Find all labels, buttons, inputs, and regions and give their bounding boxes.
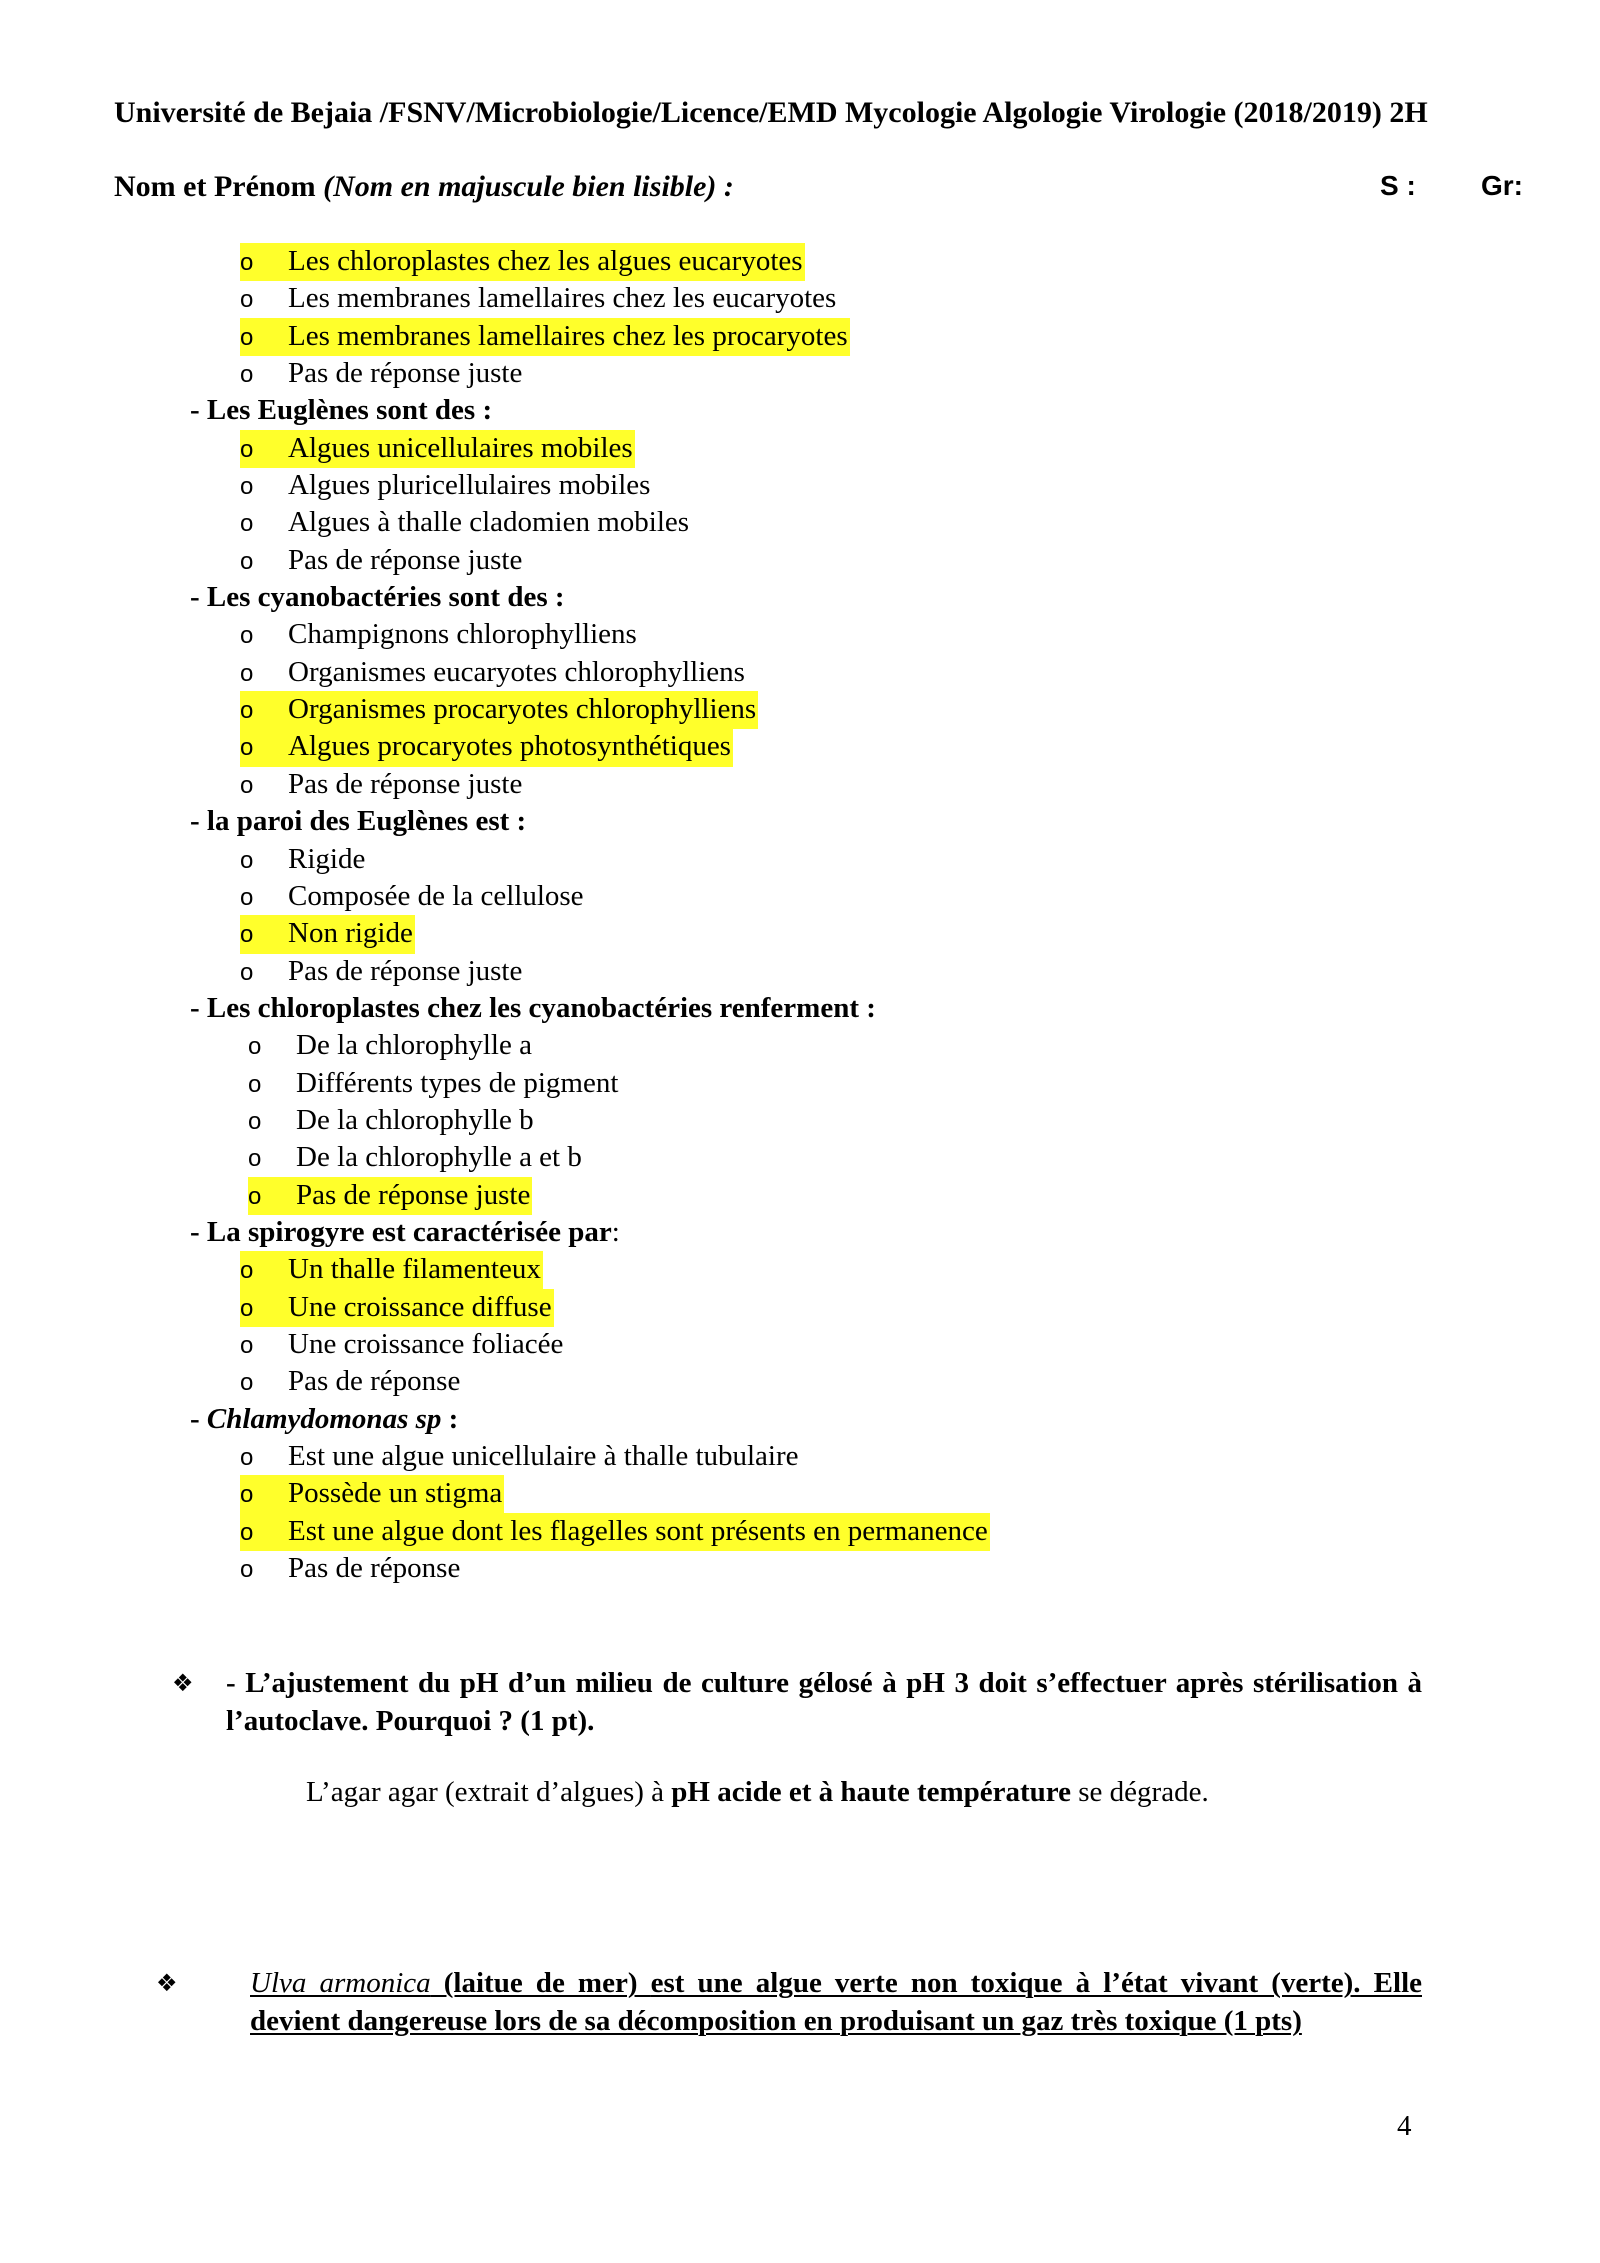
question-title: - la paroi des Euglènes est : bbox=[190, 805, 527, 838]
option bbox=[0, 616, 1600, 653]
bullet-icon: o bbox=[240, 473, 254, 501]
bullet-icon: o bbox=[240, 771, 254, 799]
bullet-icon: o bbox=[240, 846, 254, 874]
bullet-icon: o bbox=[240, 323, 254, 351]
bullet-icon: o bbox=[248, 1107, 262, 1135]
name-label: Nom et Prénom bbox=[114, 170, 316, 203]
option-correct bbox=[0, 1513, 1600, 1550]
option-text: Algues pluricellulaires mobiles bbox=[288, 469, 651, 502]
bullet-icon: o bbox=[240, 1481, 254, 1509]
answer-text-start: L’agar agar (extrait d’algues) à bbox=[306, 1776, 672, 1808]
name-line bbox=[114, 170, 1534, 204]
page-number: 4 bbox=[1397, 2110, 1412, 2142]
group-label: Gr: bbox=[1481, 170, 1523, 201]
option-text: Une croissance foliacée bbox=[288, 1327, 564, 1360]
option bbox=[0, 504, 1600, 541]
option bbox=[0, 280, 1600, 317]
bullet-icon: o bbox=[240, 659, 254, 687]
question-title: - Les chloroplastes chez les cyanobactéries renferment : bbox=[190, 991, 876, 1024]
bullet-icon: o bbox=[248, 1070, 262, 1098]
option bbox=[0, 1065, 1600, 1102]
bullet-icon: o bbox=[240, 547, 254, 575]
open-question-answer bbox=[306, 1776, 1209, 1809]
open-question-text: - L’ajustement du pH d’un milieu de culture gélosé à pH 3 doit s’effectuer après stérilisation à l’autoclave. Pourquoi ? (1 pt). bbox=[226, 1667, 1422, 1737]
option bbox=[0, 654, 1600, 691]
species-name: Ulva armonica bbox=[250, 1967, 431, 1999]
species-common-name: (laitue de mer) bbox=[430, 1967, 651, 1999]
exam-header-title: Université de Bejaia /FSNV/Microbiologie/Licence/EMD Mycologie Algologie Virologie (2018/2019) 2H bbox=[114, 96, 1428, 129]
option-text: Pas de réponse juste bbox=[288, 543, 523, 576]
option bbox=[0, 1550, 1600, 1587]
bullet-icon: o bbox=[240, 1294, 254, 1322]
option-text: Composée de la cellulose bbox=[288, 879, 584, 912]
bullet-icon: o bbox=[248, 1182, 262, 1210]
question-title bbox=[0, 1214, 1600, 1251]
question-title: - Les Euglènes sont des : bbox=[190, 394, 493, 427]
bullet-icon: o bbox=[240, 958, 254, 986]
bullet-icon: o bbox=[240, 622, 254, 650]
bullet-icon: o bbox=[240, 883, 254, 911]
bullet-icon: o bbox=[240, 921, 254, 949]
bullet-icon: o bbox=[240, 697, 254, 725]
option-text: Différents types de pigment bbox=[296, 1066, 619, 1099]
option-text: Possède un stigma bbox=[288, 1477, 503, 1510]
option-correct bbox=[0, 728, 1600, 765]
option-text: Les chloroplastes chez les algues eucaryotes bbox=[288, 245, 803, 277]
name-hint: (Nom en majuscule bien lisible) : bbox=[323, 170, 734, 203]
option bbox=[0, 953, 1600, 990]
bullet-icon: o bbox=[240, 1444, 254, 1471]
option-correct bbox=[0, 243, 1600, 280]
option-text: Organismes procaryotes chlorophylliens bbox=[288, 693, 757, 726]
option-text: Pas de réponse juste bbox=[288, 357, 523, 390]
option-text: Algues à thalle cladomien mobiles bbox=[288, 506, 690, 539]
question-title-prefix: - bbox=[190, 1402, 207, 1435]
option-text: Algues unicellulaires mobiles bbox=[288, 431, 633, 464]
option bbox=[0, 1102, 1600, 1139]
option bbox=[0, 1363, 1600, 1400]
bullet-icon: o bbox=[240, 734, 254, 762]
answer-text-end: se dégrade. bbox=[1071, 1776, 1209, 1808]
open-question-body: est une algue verte non toxique à l’état vivant (verte). Elle devient dangereuse lors de sa décomposition en produisant un gaz très toxique (1 pts) bbox=[250, 1967, 1422, 2037]
question-title-colon: : bbox=[611, 1215, 620, 1248]
option-text: De la chlorophylle b bbox=[296, 1103, 534, 1136]
option-correct bbox=[0, 318, 1600, 355]
option-text: Les membranes lamellaires chez les procaryotes bbox=[288, 319, 848, 352]
bullet-icon: o bbox=[240, 1556, 254, 1584]
option-text: Non rigide bbox=[288, 917, 413, 950]
option-text: Champignons chlorophylliens bbox=[288, 618, 637, 651]
open-question-text bbox=[250, 1964, 1422, 2040]
bullet-icon: o bbox=[240, 1331, 254, 1359]
option-correct bbox=[0, 1289, 1600, 1326]
option bbox=[0, 878, 1600, 915]
option-correct bbox=[0, 1177, 1600, 1214]
bullet-icon: o bbox=[240, 510, 254, 538]
bullet-icon: o bbox=[240, 1257, 254, 1285]
option bbox=[0, 467, 1600, 504]
bullet-icon: o bbox=[240, 361, 254, 389]
option bbox=[0, 1438, 1600, 1475]
bullet-icon: o bbox=[248, 1145, 262, 1173]
option-text: De la chlorophylle a et b bbox=[296, 1141, 582, 1174]
option-text: Pas de réponse bbox=[288, 1552, 461, 1585]
option-correct bbox=[0, 1475, 1600, 1512]
option bbox=[0, 1139, 1600, 1176]
option-text: Pas de réponse juste bbox=[288, 954, 523, 987]
question-title-text: - La spirogyre est caractérisée par bbox=[190, 1215, 612, 1248]
option bbox=[0, 1326, 1600, 1363]
option-text: Algues procaryotes photosynthétiques bbox=[288, 730, 731, 763]
answer-text-bold: pH acide et à haute température bbox=[671, 1776, 1072, 1808]
section-label: S : bbox=[1380, 170, 1416, 201]
option-text: Rigide bbox=[288, 842, 366, 875]
option-text: Pas de réponse juste bbox=[296, 1178, 531, 1211]
bullet-icon: o bbox=[240, 249, 254, 276]
bullet-icon: o bbox=[240, 1518, 254, 1546]
bullet-icon: o bbox=[240, 435, 254, 463]
bullet-icon: o bbox=[240, 286, 254, 314]
question-title-species: Chlamydomonas sp bbox=[206, 1402, 442, 1435]
bullet-icon: o bbox=[240, 1369, 254, 1397]
option-correct bbox=[0, 430, 1600, 467]
option-text: Est une algue unicellulaire à thalle tubulaire bbox=[288, 1440, 799, 1472]
option-text: Pas de réponse juste bbox=[288, 767, 523, 800]
question-title: - Les cyanobactéries sont des : bbox=[190, 581, 565, 614]
option-text: Est une algue dont les flagelles sont présents en permanence bbox=[288, 1514, 988, 1547]
option-correct bbox=[0, 915, 1600, 952]
multiple-choice-list bbox=[0, 243, 1600, 1587]
option-text: Les membranes lamellaires chez les eucaryotes bbox=[288, 282, 837, 315]
option bbox=[0, 841, 1600, 878]
bullet-icon: o bbox=[248, 1033, 262, 1061]
diamond-bullet-icon: ❖ bbox=[156, 1969, 178, 1997]
option-text: Un thalle filamenteux bbox=[288, 1253, 541, 1286]
question-title-colon: : bbox=[441, 1402, 459, 1435]
option-correct bbox=[0, 1251, 1600, 1288]
question-title bbox=[0, 1401, 1600, 1438]
option bbox=[0, 766, 1600, 803]
option-correct bbox=[0, 691, 1600, 728]
option bbox=[0, 355, 1600, 392]
option-text: Une croissance diffuse bbox=[288, 1290, 552, 1323]
option-text: Organismes eucaryotes chlorophylliens bbox=[288, 655, 745, 688]
diamond-bullet-icon: ❖ bbox=[172, 1669, 194, 1697]
option-text: De la chlorophylle a bbox=[296, 1029, 532, 1062]
option bbox=[0, 542, 1600, 579]
option bbox=[0, 1027, 1600, 1064]
option-text: Pas de réponse bbox=[288, 1365, 461, 1398]
